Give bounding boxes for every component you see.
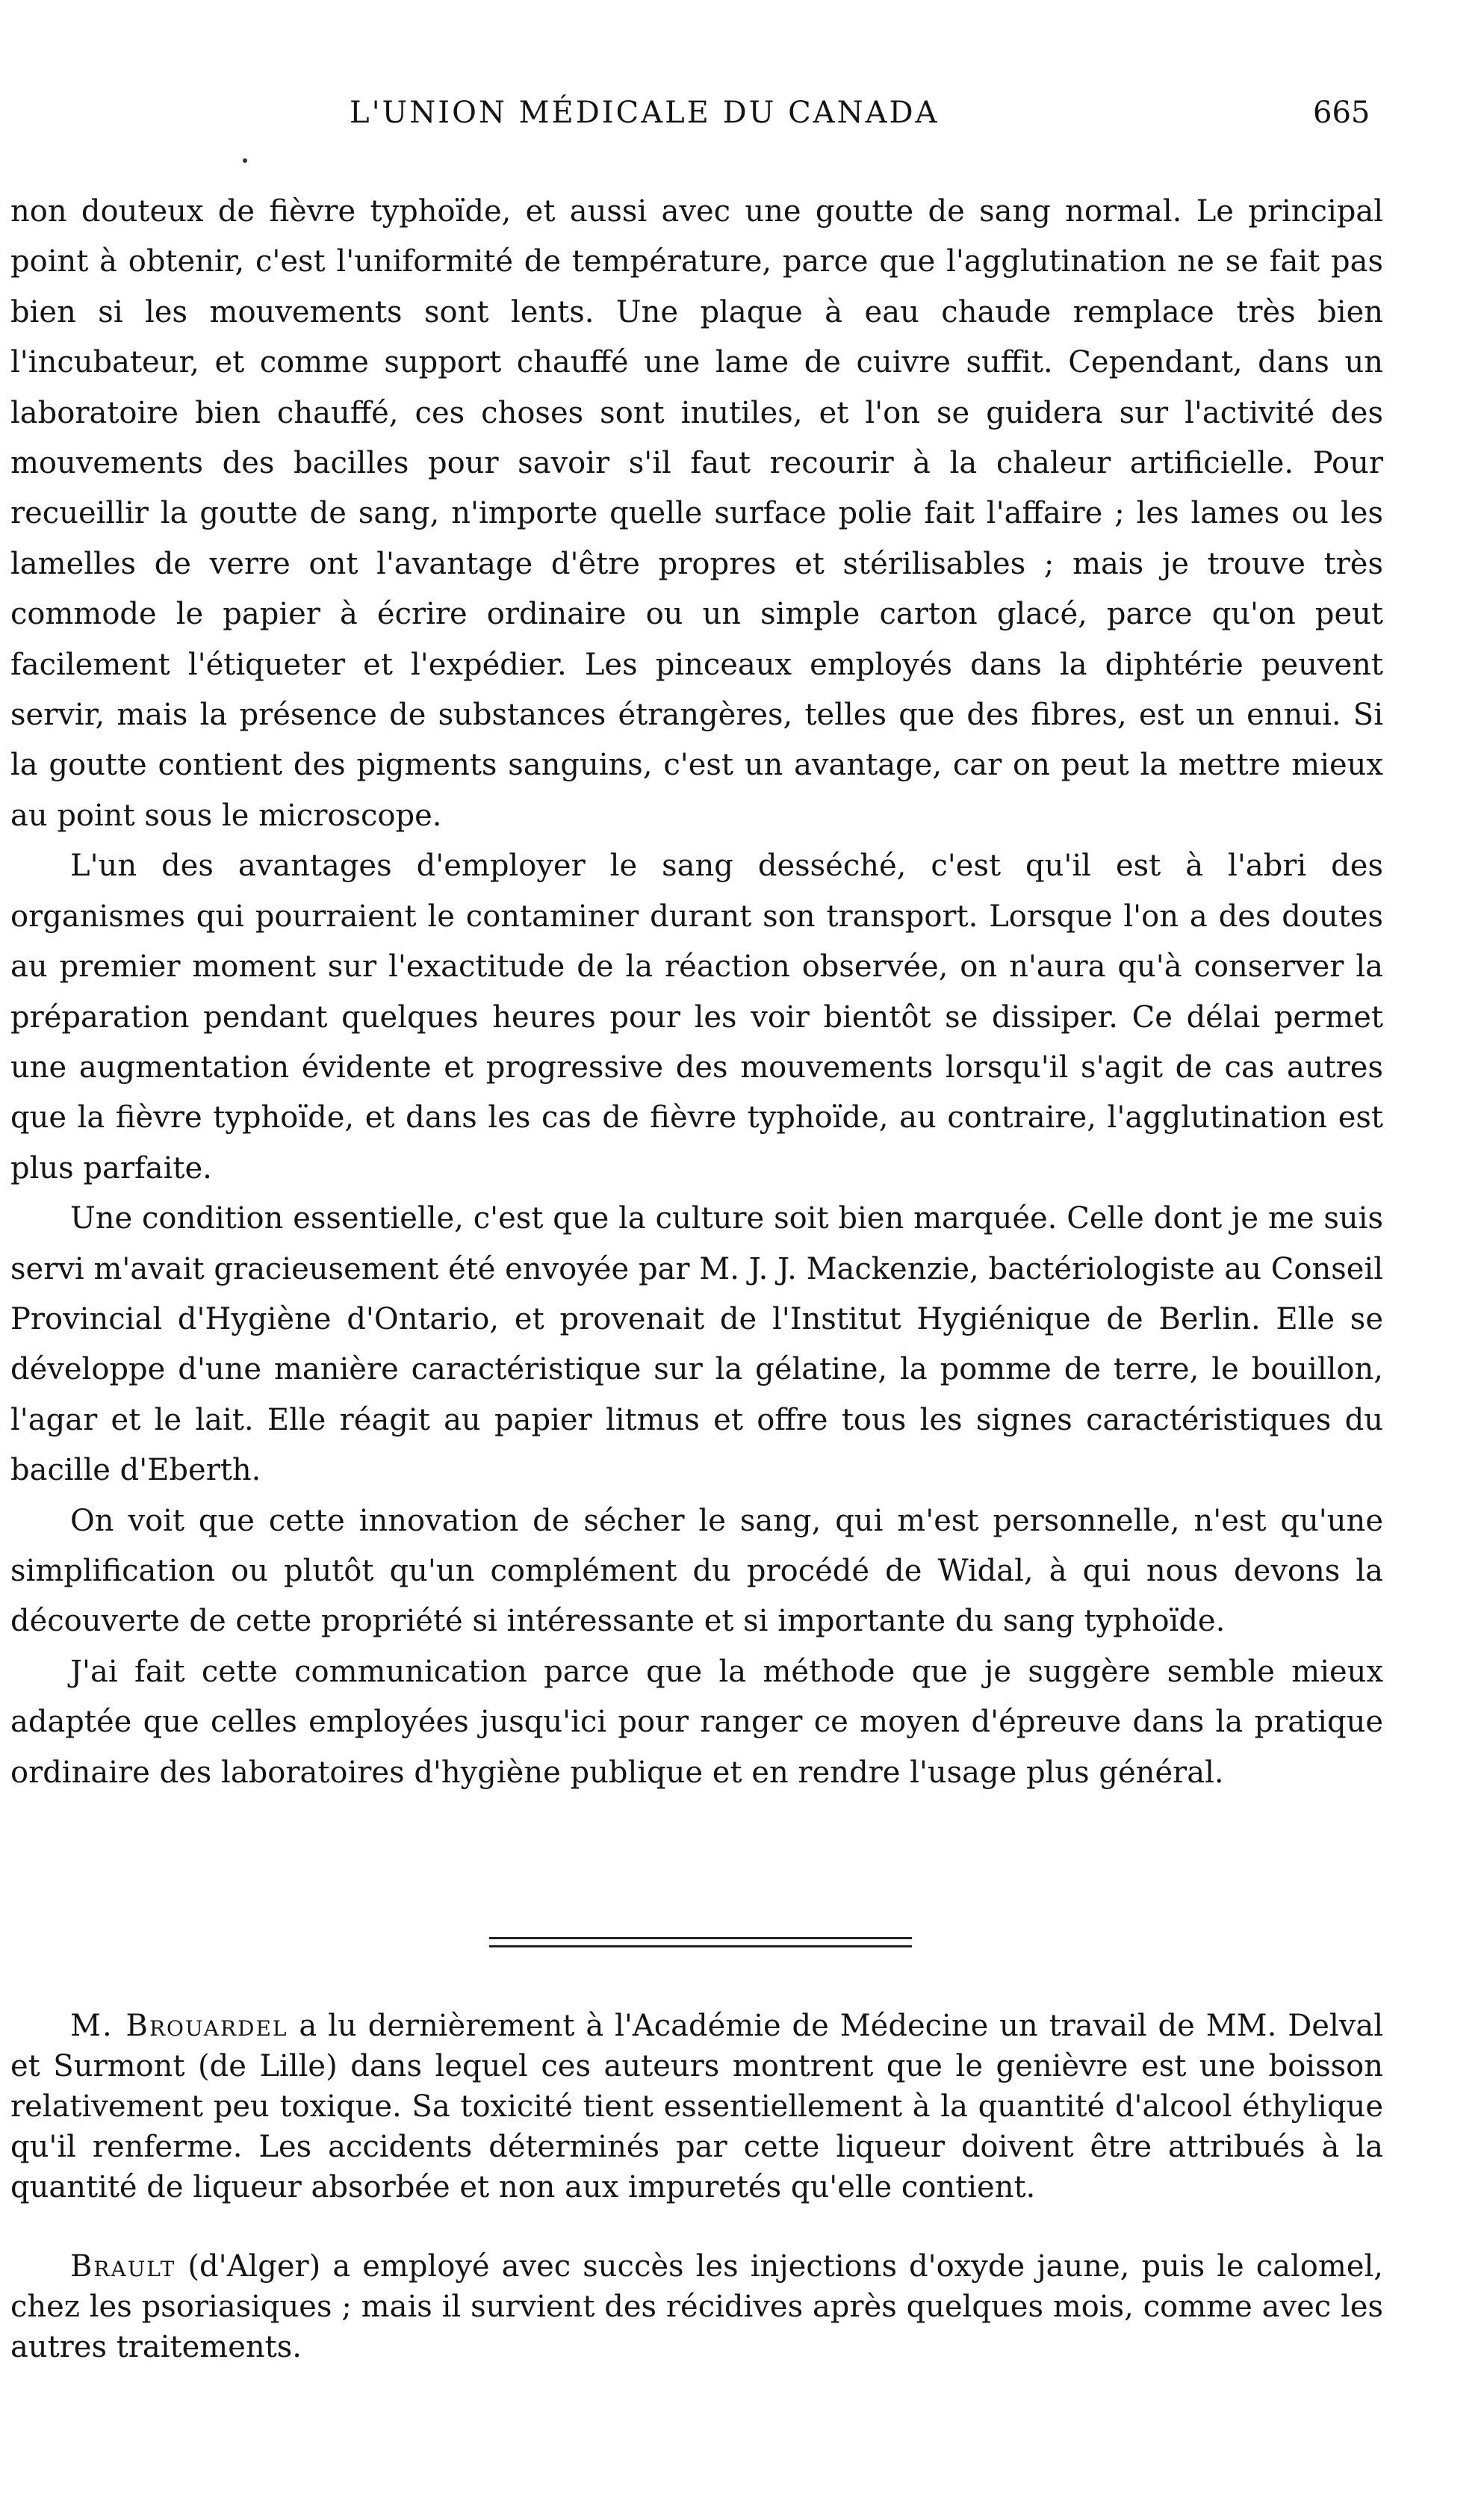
print-speck [243,158,247,163]
section-divider-bottom [489,1945,912,1947]
note-text: a lu dernièrement à l'Académie de Médecine un travail de MM. Delval et Surmont (de Lille) dans lequel ces auteurs montrent que le genièvre est une boisson relativement peu toxique. Sa toxicité tient essentiellement à la quantité d'alcool éthylique qu'il renferme. Les accidents déterminés par cette liqueur doivent être attribués à la quantité de liqueur absorbée et non aux impuretés qu'elle contient. [10,2009,1383,2204]
paragraph: J'ai fait cette communication parce que la méthode que je suggère semble mieux adaptée que celles employées jusqu'ici pour ranger ce moyen d'épreuve dans la pratique ordinaire des laboratoires d'hygiène publique et en rendre l'usage plus général. [10,1654,1383,1790]
paragraph: non douteux de fièvre typhoïde, et aussi avec une goutte de sang normal. Le principal point à obtenir, c'est l'uniformité de température, parce que l'agglutination ne se fait pas bien si les mouvements sont lents. Une plaque à eau chaude remplace très bien l'incubateur, et comme support chauffé une lame de cuivre suffit. Cependant, dans un laboratoire bien chauffé, ces choses sont inutiles, et l'on se guidera sur l'activité des mouvements des bacilles pour savoir s'il faut recourir à la chaleur artificielle. Pour recueillir la goutte de sang, n'importe quelle surface polie fait l'affaire ; les lames ou les lamelles de verre ont l'avantage d'être propres et stérilisables ; mais je trouve très commode le papier à écrire ordinaire ou un simple carton glacé, parce qu'on peut facilement l'étiqueter et l'expédier. Les pinceaux employés dans la diphtérie peuvent servir, mais la présence de substances étrangères, telles que des fibres, est un ennui. Si la goutte contient des pigments sanguins, c'est un avantage, car on peut la mettre mieux au point sous le microscope. [10,194,1383,833]
section-divider-top [489,1937,912,1939]
note-author: M. Brouardel [70,2009,288,2043]
article-body [10,187,1383,1798]
note [10,2246,1383,2367]
running-head [0,96,1484,140]
page-number: 665 [1313,96,1370,130]
paragraph: On voit que cette innovation de sécher le sang, qui m'est personnelle, n'est qu'une simplification ou plutôt qu'un complément du procédé de Widal, à qui nous devons la découverte de cette propriété si intéressante et si importante du sang typhoïde. [10,1503,1383,1639]
paragraph: L'un des avantages d'employer le sang desséché, c'est qu'il est à l'abri des organismes qui pourraient le contaminer durant son transport. Lorsque l'on a des doutes au premier moment sur l'exactitude de la réaction observée, on n'aura qu'à conserver la préparation pendant quelques heures pour les voir bientôt se dissiper. Ce délai permet une augmentation évidente et progressive des mouvements lorsqu'il s'agit de cas autres que la fièvre typhoïde, et dans les cas de fièvre typhoïde, au contraire, l'agglutination est plus parfaite. [10,849,1383,1186]
note-author: Brault [70,2249,176,2284]
paragraph: Une condition essentielle, c'est que la culture soit bien marquée. Celle dont je me suis servi m'avait gracieusement été envoyée par M. J. J. Mackenzie, bactériologiste au Conseil Provincial d'Hygiène d'Ontario, et provenait de l'Institut Hygiénique de Berlin. Elle se développe d'une manière caractéristique sur la gélatine, la pomme de terre, le bouillon, l'agar et le lait. Elle réagit au papier litmus et offre tous les signes caractéristiques du bacille d'Eberth. [10,1201,1383,1488]
note-text: (d'Alger) a employé avec succès les injections d'oxyde jaune, puis le calomel, chez les psoriasiques ; mais il survient des récidives après quelques mois, comme avec les autres traitements. [10,2249,1383,2364]
journal-title: L'UNION MÉDICALE DU CANADA [350,96,940,130]
note [10,2006,1383,2207]
news-notes [10,2006,1383,2406]
